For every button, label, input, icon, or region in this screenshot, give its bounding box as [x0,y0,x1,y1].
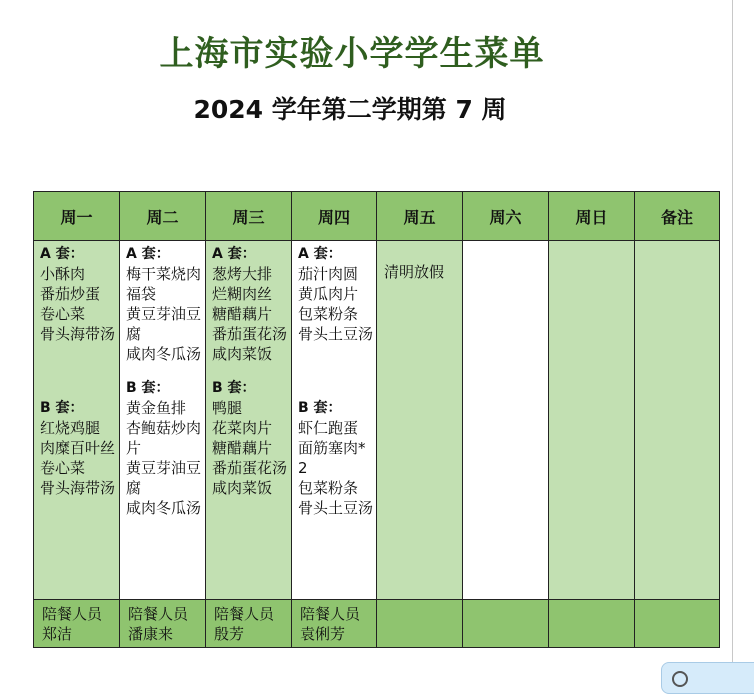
menu-cell-notes [635,241,720,600]
header-row [34,192,720,241]
menu-cell-saturday [463,241,549,600]
dish: 咸肉冬瓜汤 [126,499,202,517]
footer-cell-wednesday [206,600,292,648]
dish: 骨头海带汤 [40,479,116,497]
dish: 咸肉菜饭 [212,345,273,363]
dish: 卷心菜 [40,459,86,477]
accompany-role: 陪餐人员 [128,604,189,623]
dish: 小酥肉 [40,265,86,283]
set-a-label: A 套： [126,246,170,262]
set-b-label: B 套： [212,380,256,396]
dish: 黄金鱼排 [126,399,187,417]
menu-cell-friday [377,241,463,600]
dish: 包菜粉条 [298,305,359,323]
footer-row [34,600,720,648]
dish: 肉糜百叶丝 [40,439,116,457]
dish: 咸肉菜饭 [212,479,273,497]
page-subtitle: 2024 学年第二学期第 7 周 [193,95,507,124]
footer-cell-monday [34,600,120,648]
accompany-name: 郑洁 [42,624,73,643]
footer-cell-thursday [292,600,377,648]
dish: 咸肉冬瓜汤 [126,345,202,363]
menu-cell-thursday [292,241,377,600]
dish: 黄瓜肉片 [298,285,359,303]
dish: 黄豆芽油豆腐 [126,459,202,497]
dish: 番茄蛋花汤 [212,459,288,477]
dish: 骨头土豆汤 [298,499,374,517]
set-a-label: A 套： [212,246,256,262]
accompany-name: 潘康来 [128,624,174,643]
accompany-name: 袁俐芳 [300,624,346,643]
footer-cell-notes [635,600,720,648]
header-tuesday: 周二 [120,192,206,241]
footer-cell-friday [377,600,463,648]
dish: 烂糊肉丝 [212,285,273,303]
set-a-label: A 套： [298,246,342,262]
dish: 虾仁跑蛋 [298,419,359,437]
accompany-role: 陪餐人员 [300,604,361,623]
dish: 梅干菜烧肉 [126,265,202,283]
set-b-label: B 套： [40,400,84,416]
dish: 黄豆芽油豆腐 [126,305,202,343]
dish: 包菜粉条 [298,479,359,497]
dish: 面筋塞肉*2 [298,439,366,477]
header-thursday: 周四 [292,192,377,241]
set-b-label: B 套： [298,400,342,416]
dish: 茄汁肉圆 [298,265,359,283]
footer-cell-tuesday [120,600,206,648]
set-a-label: A 套： [40,246,84,262]
menu-cell-sunday [549,241,635,600]
dish: 鸭腿 [212,399,243,417]
accompany-role: 陪餐人员 [42,604,103,623]
dish: 卷心菜 [40,305,86,323]
dish: 骨头土豆汤 [298,325,374,343]
menu-table [33,191,720,648]
accompany-role: 陪餐人员 [214,604,275,623]
dish: 红烧鸡腿 [40,419,101,437]
dish: 骨头海带汤 [40,325,116,343]
menu-cell-tuesday [120,241,206,600]
header-wednesday: 周三 [206,192,292,241]
header-monday: 周一 [34,192,120,241]
page-title: 上海市实验小学学生菜单 [159,34,545,74]
header-notes: 备注 [635,192,720,241]
dish: 花菜肉片 [212,419,273,437]
header-sunday: 周日 [549,192,635,241]
menu-row [34,241,720,600]
dish: 糖醋藕片 [212,439,273,457]
dish: 福袋 [126,285,157,303]
header-saturday: 周六 [463,192,549,241]
header-friday: 周五 [377,192,463,241]
accompany-name: 殷芳 [214,624,245,643]
dish: 糖醋藕片 [212,305,273,323]
dish: 番茄蛋花汤 [212,325,288,343]
floating-assistant-button[interactable] [661,662,754,694]
footer-cell-sunday [549,600,635,648]
dish: 葱烤大排 [212,265,273,283]
assistant-icon [672,671,688,687]
dish: 杏鲍菇炒肉片 [126,419,202,457]
holiday-note: 清明放假 [384,263,445,281]
page-edge-line [732,0,733,676]
menu-cell-monday [34,241,120,600]
footer-cell-saturday [463,600,549,648]
set-b-label: B 套： [126,380,170,396]
menu-cell-wednesday [206,241,292,600]
dish: 番茄炒蛋 [40,285,101,303]
